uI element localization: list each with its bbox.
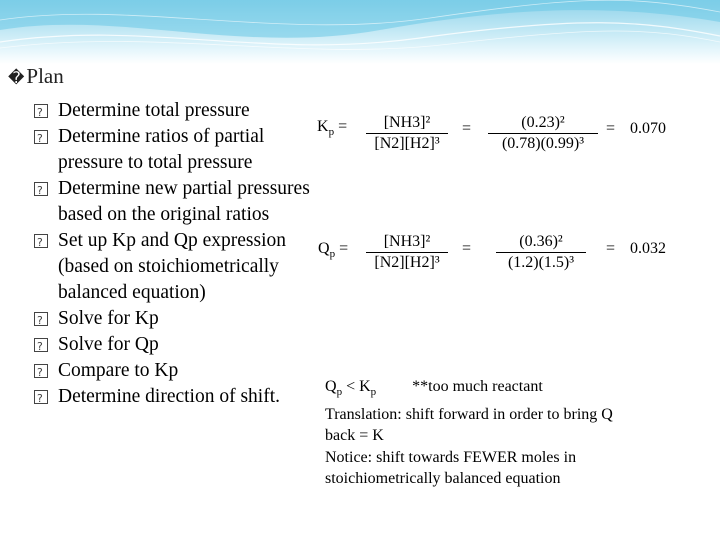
header-banner (0, 0, 720, 64)
kp-value-denominator: (0.78)(0.99)³ (501, 135, 585, 152)
plan-item: ? Compare to Kp (34, 358, 319, 384)
qp-symbol: $Q_p$ = (318, 240, 349, 261)
kp-value-fraction (488, 113, 598, 154)
analysis-notes (325, 376, 705, 490)
qp-result-equals: = (606, 240, 616, 257)
qp-value-denominator: (1.2)(1.5)³ (507, 254, 575, 271)
bullet-box-icon (34, 312, 48, 326)
kp-result: 0.070 (630, 120, 666, 137)
title-bullet: � (8, 70, 25, 87)
plan-list (34, 98, 319, 410)
banner-wave-decoration (0, 0, 720, 64)
kp-result-equals: = (606, 120, 616, 137)
comparison-line: $Q_p < K_p$ **too much reactant (325, 378, 543, 399)
translation-line-2: back = K (325, 427, 384, 445)
bullet-box-icon (34, 182, 48, 196)
notice-line-1: Notice: shift towards FEWER moles in (325, 448, 577, 466)
kp-expression-numerator: [NH3]² (366, 113, 448, 134)
plan-item: ? Set up Kp and Qp expression (based on stoichiometrically balanced equation) (34, 228, 319, 306)
bullet-box-icon (34, 234, 48, 248)
slide-title (8, 64, 64, 89)
plan-item: ? Determine total pressure (34, 98, 319, 124)
kp-equals-sign: = (462, 120, 472, 137)
bullet-box-icon (34, 338, 48, 352)
comparison-comment: **too much reactant (412, 378, 543, 395)
plan-item: ? Determine ratios of partial pressure to total pressure (34, 124, 319, 176)
kp-expression-denominator: [N2][H2]³ (374, 135, 440, 152)
plan-item: ? Determine direction of shift. (34, 384, 319, 410)
qp-value-numerator: (0.36)² (496, 232, 586, 253)
bullet-box-icon (34, 104, 48, 118)
qp-result: 0.032 (630, 240, 666, 257)
notice-line-2: stoichiometrically balanced equation (325, 470, 561, 488)
plan-item: ? Solve for Qp (34, 332, 319, 358)
bullet-box-icon (34, 130, 48, 144)
plan-item: ? Solve for Kp (34, 306, 319, 332)
qp-expression-numerator: [NH3]² (366, 232, 448, 253)
qp-equals-sign: = (462, 240, 472, 257)
title-text: Plan (26, 64, 64, 88)
qp-expression-denominator: [N2][H2]³ (374, 254, 440, 271)
kp-symbol: $K_p$ = (317, 118, 348, 139)
plan-item: ? Determine new partial pressures based on the original ratios (34, 176, 319, 228)
qp-value-fraction (496, 232, 586, 273)
kp-expression-fraction (366, 113, 448, 154)
kp-value-numerator: (0.23)² (488, 113, 598, 134)
bullet-box-icon (34, 364, 48, 378)
qp-expression-fraction (366, 232, 448, 273)
translation-line-1: Translation: shift forward in order to bring Q (325, 405, 613, 423)
bullet-box-icon (34, 390, 48, 404)
